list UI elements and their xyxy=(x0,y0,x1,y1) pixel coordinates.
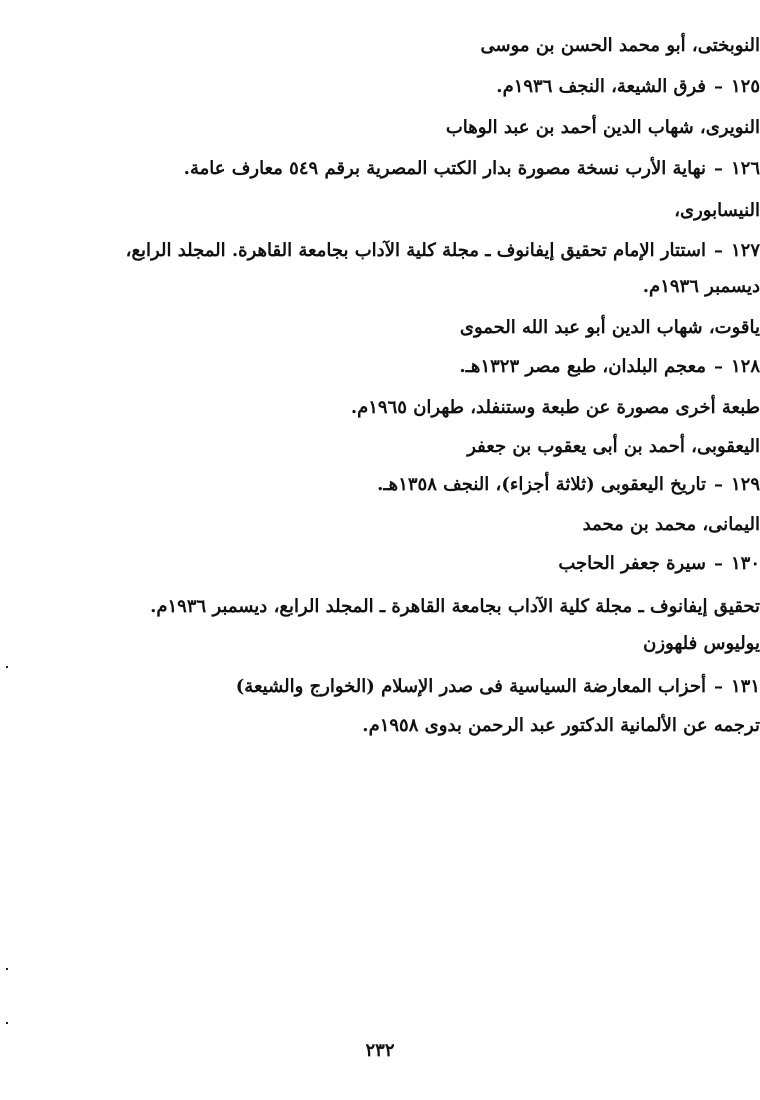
scan-mark xyxy=(6,1022,8,1024)
entry-text: تحقيق إيفانوف ـ مجلة كلية الآداب بجامعة القاهرة ـ المجلد الرابع، ديسمبر ١٩٣٦م. xyxy=(150,596,760,617)
entry-dash: – xyxy=(713,356,723,377)
entry-author-1 xyxy=(120,29,760,63)
entry-dash: – xyxy=(713,158,723,179)
entry-text: اليمانى، محمد بن محمد xyxy=(582,514,760,535)
entry-note-1 xyxy=(120,391,760,425)
entry-text: استتار الإمام تحقيق إيفانوف ـ مجلة كلية الآداب بجامعة القاهرة. المجلد الرابع، xyxy=(125,240,706,261)
entry-text: سيرة جعفر الحاجب xyxy=(558,553,706,574)
entry-number: ١٢٩ xyxy=(730,474,760,495)
entry-number: ١٢٥ xyxy=(730,76,760,97)
entry-text: تاريخ اليعقوبى (ثلاثة أجزاء)، النجف ١٣٥٨هـ. xyxy=(377,474,706,495)
entry-work-128 xyxy=(77,350,760,384)
entry-work-126 xyxy=(77,152,760,186)
entry-dash: – xyxy=(713,676,723,697)
entry-text: أحزاب المعارضة السياسية فى صدر الإسلام (الخوارج والشيعة) xyxy=(235,676,706,697)
entry-text: ديسمبر ١٩٣٦م. xyxy=(642,276,760,297)
entry-text: نهاية الأرب نسخة مصورة بدار الكتب المصرية برقم ٥٤٩ معارف عامة. xyxy=(183,158,706,179)
entry-text: النوبختى، أبو محمد الحسن بن موسى xyxy=(480,35,760,56)
entry-text: ياقوت، شهاب الدين أبو عبد الله الحموى xyxy=(459,317,760,338)
entry-text: اليعقوبى، أحمد بن أبى يعقوب بن جعفر xyxy=(467,436,760,457)
entry-work-129 xyxy=(77,468,760,502)
entry-text: النويرى، شهاب الدين أحمد بن عبد الوهاب xyxy=(445,117,760,138)
entry-note-3 xyxy=(120,709,760,743)
entry-author-3 xyxy=(120,194,760,228)
entry-dash: – xyxy=(713,474,723,495)
entry-text: ترجمه عن الألمانية الدكتور عبد الرحمن بدوى ١٩٥٨م. xyxy=(362,715,760,736)
entry-text: فرق الشيعة، النجف ١٩٣٦م. xyxy=(496,76,706,97)
entry-dash: – xyxy=(713,240,723,261)
entry-work-130 xyxy=(77,547,760,581)
entry-work-125 xyxy=(77,70,760,104)
entry-number: ١٢٧ xyxy=(730,240,760,261)
entry-work-127 xyxy=(77,234,760,268)
entry-text: معجم البلدان، طبع مصر ١٣٢٣هـ. xyxy=(459,356,706,377)
page-number: ٢٣٢ xyxy=(365,1040,395,1061)
entry-dash: – xyxy=(713,553,723,574)
entry-number: ١٣٠ xyxy=(730,553,760,574)
entry-author-5 xyxy=(120,430,760,464)
entry-text: يوليوس فلهوزن xyxy=(643,633,760,654)
entry-number: ١٢٦ xyxy=(730,158,760,179)
entry-text: النيسابورى، xyxy=(674,200,760,221)
entry-note-2 xyxy=(120,590,760,624)
entry-continuation xyxy=(110,270,760,304)
entry-author-2 xyxy=(120,111,760,145)
entry-number: ١٣١ xyxy=(730,676,760,697)
entry-author-4 xyxy=(120,311,760,345)
entry-text: طبعة أخرى مصورة عن طبعة وستنفلد، طهران ١٩٦٥م. xyxy=(350,397,760,418)
entry-work-131 xyxy=(77,670,760,704)
entry-author-6 xyxy=(120,508,760,542)
entry-author-7 xyxy=(120,627,760,661)
scan-mark xyxy=(6,666,8,668)
entry-dash: – xyxy=(713,76,723,97)
entry-number: ١٢٨ xyxy=(730,356,760,377)
scan-mark xyxy=(6,968,8,970)
